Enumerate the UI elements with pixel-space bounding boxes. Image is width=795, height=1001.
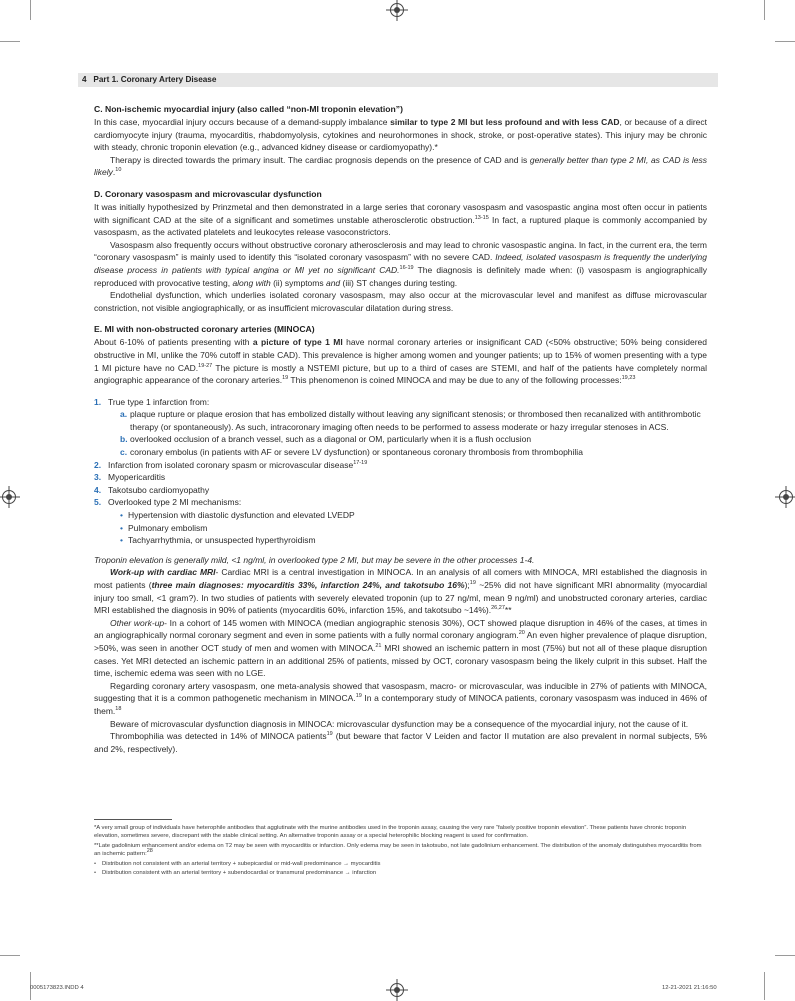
bullet-item: • Hypertension with diastolic dysfunction and elevated LVEDP xyxy=(120,510,355,521)
list-item: c. coronary embolus (in patients with AF or severe LV dysfunction) or spontaneous coronary thrombosis from thrombophilia xyxy=(120,447,583,458)
citation: 17-19 xyxy=(353,459,368,466)
paragraph: Beware of microvascular dysfunction diagnosis in MINOCA: microvascular dysfunction may be a consequence of the myocardial injury, not the cause of it. xyxy=(110,718,689,729)
paragraph: About 6-10% of patients presenting with a picture of type 1 MI have normal coronary arteries or insignificant CAD (<50% obstructive; 50% being considered obstructive in MI, unlike the 70% cutoff in stable CAD). This prevalence is higher among women and younger patients; up to 15% of women presenting with a type 1 MI picture have no CAD.$^{19-27}$ The picture is mostly a NSTEMI picture, but up to a third of cases are STEMI, and half of the patients have completely normal angiographic appearance of the coronary arteries.$^{19}$ This phenomenon is coined MINOCA and may be due to any of the following processes:$^{19,23}$ xyxy=(94,337,707,386)
citation: 10 xyxy=(115,167,122,174)
footnotes xyxy=(94,819,707,878)
citation: 16-19 xyxy=(399,265,414,272)
citation: 13-15 xyxy=(474,214,489,221)
processes-list xyxy=(94,396,707,547)
paragraph: Thrombophilia was detected in 14% of MINOCA patients$^{19}$ (but beware that factor V Leiden and factor II mutation are also prevalent in normal subjects, 5% and 2%, respectively). xyxy=(94,731,707,754)
sub-list xyxy=(108,408,707,458)
section-c xyxy=(94,103,707,179)
citation: 19 xyxy=(469,580,476,587)
paragraph: In this case, myocardial injury occurs because of a demand-supply imbalance similar to type 2 MI but less profound and with less CAD, or because of a direct cardiomyocyte injury (trauma, myocarditis, rhabdomyolysis, cytokines and neurohormones in shock, stroke, or post-operative states). This injury may be chronic with steady, chronic troponin elevation (e.g., advanced kidney disease or cardiomyopathy).* xyxy=(94,117,707,153)
crop-mark xyxy=(30,0,31,20)
footnote-rule xyxy=(94,819,172,820)
footnote-bullet: • Distribution not consistent with an arterial territory + subepicardial or mid-wall predominance → myocarditis xyxy=(94,860,381,867)
citation: 19 xyxy=(326,731,333,738)
section-heading: E. MI with non-obstructed coronary arteries (MINOCA) xyxy=(94,324,315,335)
section-heading: C. Non-ischemic myocardial injury (also called “non-MI troponin elevation”) xyxy=(94,104,403,114)
crop-mark xyxy=(775,955,795,956)
citation: 19 xyxy=(355,693,362,700)
paragraph: Regarding coronary artery vasospasm, one meta-analysis showed that vasospasm, macro- or microvascular, was inducible in 27% of patients with MINOCA, suggesting that it is a common pathogenetic mechanism in MINOCA.$^{19}$ In a contemporary study of MINOCA patients, coronary vasospasm was induced in 46% of them.$^{18}$ xyxy=(94,680,707,716)
page-number: 4 xyxy=(82,75,87,84)
list-item: b. overlooked occlusion of a branch vessel, such as a diagonal or OM, particularly when it is a flush occlusion xyxy=(120,434,532,445)
footnote: **Late gadolinium enhancement and/or edema on T2 may be seen with myocarditis or infarction. Only edema may be seen in takotsubo, not late gadolinium enhancement. The distribution of the anomaly distinguishes myocarditis from an ischemic pattern:$^{28}$ xyxy=(94,842,702,858)
running-header xyxy=(78,73,718,87)
registration-mark-icon xyxy=(390,983,404,997)
list-item: 5. Overlooked type 2 MI mechanisms: • Hypertension with diastolic dysfunction and elevated LVEDP • Pulmonary embolism • Tachyarrhythmia, or unsuspected hyperthyroidism xyxy=(94,496,707,546)
registration-mark-icon xyxy=(390,3,404,17)
registration-mark-icon xyxy=(2,490,16,504)
list-item: 4. Takotsubo cardiomyopathy xyxy=(94,484,210,495)
list-item: 3. Myopericarditis xyxy=(94,472,166,483)
section-d xyxy=(94,188,707,314)
paragraph: It was initially hypothesized by Prinzmetal and then demonstrated in a large series that coronary vasospasm and vasospastic angina most often occur in patients with significant CAD at the site of a significant and sometimes unstable atherosclerotic obstruction.$^{13-15}$ In fact, a ruptured plaque is commonly accompanied by vasospasm, as the activated platelets and leukocytes release vasoconstrictors. xyxy=(94,201,707,238)
citation: 20 xyxy=(518,630,525,637)
date-slug: 12-21-2021 21:16:50 xyxy=(662,985,717,991)
list-item: 1. True type 1 infarction from: a. plaque rupture or plaque erosion that has embolized distally without leaving any significant stenosis; or thrombosed then recanalized with antithrombotic therapy (or spontaneously). As such, intracoronary imaging often needs to be performed to assess moderate or hazy irregular stenoses in ACS. b. overlooked occlusion of a branch vessel, such as a diagonal or OM, particularly when it is a flush occlusion c. coronary embolus (in patients with AF or severe LV dysfunction) or spontaneous coronary thrombosis from thrombophilia xyxy=(94,396,707,459)
crop-mark xyxy=(775,41,795,42)
list-item: 2. Infarction from isolated coronary spasm or microvascular disease$^{17-19}$ xyxy=(94,459,368,470)
citation: 26,27 xyxy=(491,605,505,612)
footnote: *A very small group of individuals have heterophile antibodies that agglutinate with the murine antibodies used in the troponin assay, causing the very rare “falsely positive troponin elevation”. These patients have chronic troponin elevation, sometimes severe, discrepant with the stable clinical setting. An alternative troponin assay or a special heterophilic blocking reagent is used for confirmation. xyxy=(94,825,687,840)
paragraph: Therapy is directed towards the primary insult. The cardiac prognosis depends on the presence of CAD and is generally better than type 2 MI, as CAD is less likely.$^{10}$ xyxy=(94,154,707,178)
bullet-item: • Tachyarrhythmia, or unsuspected hyperthyroidism xyxy=(120,535,316,546)
crop-mark xyxy=(764,972,765,1000)
bullet-item: • Pulmonary embolism xyxy=(120,522,208,533)
registration-mark-icon xyxy=(779,490,793,504)
citation: 19 xyxy=(282,375,289,382)
list-item: a. plaque rupture or plaque erosion that has embolized distally without leaving any significant stenosis; or thrombosed then recanalized with antithrombotic therapy (or spontaneously). As such, intracoronary imaging often needs to be performed to assess moderate or hazy irregular stenoses in ACS. xyxy=(120,409,701,432)
paragraph: Vasospasm also frequently occurs without obstructive coronary atherosclerosis and may lead to chronic vasospastic angina. In fact, in the current era, the term “coronary vasospasm” is mainly used to identify this “isolated coronary vasospasm” with no severe CAD. Indeed, isolated vasospasm is frequently the underlying disease process in patients with typical angina or MI yet no significant CAD.$^{16-19}$ The diagnosis is definitely made when: (i) vasospasm is angiographically reproduced with provocative testing, along with (ii) symptoms and (iii) ST changes during testing. xyxy=(94,239,708,288)
page-body xyxy=(94,103,707,755)
citation: 21 xyxy=(375,643,382,650)
crop-mark xyxy=(764,0,765,20)
part-title: Part 1. Coronary Artery Disease xyxy=(93,75,217,84)
crop-mark xyxy=(0,955,20,956)
citation: 19,23 xyxy=(621,375,636,382)
citation: 18 xyxy=(115,706,122,713)
bullet-list xyxy=(108,509,707,547)
paragraph: Endothelial dysfunction, which underlies isolated coronary vasospasm, may also occur at the microvascular level and manifest as diffuse microvascular constriction, not visible angiographically, or as insufficient microvascular dilatation during stress. xyxy=(94,290,707,313)
paragraph: Work-up with cardiac MRI- Cardiac MRI is a central investigation in MINOCA. In an analysis of all comers with MINOCA, MRI established the diagnosis in most patients (three main diagnoses: myocarditis 33%, infarction 24%, and takotsubo 16%);$^{19}$ ~25% did not have significant MRI abnormality (myocardial injury too small, <1 gram?). In two studies of patients with severely elevated troponin (up to 27 ng/ml, mean 9 ng/ml) and unobstructed coronary arteries, cardiac MRI established the diagnosis in 90% of patients (myocarditis 60%, infarction 15%, and takotsubo ~14%).$^{26,27}$** xyxy=(94,567,707,616)
crop-mark xyxy=(0,41,20,42)
section-heading: D. Coronary vasospasm and microvascular dysfunction xyxy=(94,188,322,199)
paragraph: Troponin elevation is generally mild, <1 ng/ml, in overlooked type 2 MI, but may be severe in the other processes 1-4. xyxy=(94,554,535,565)
footnote-bullet: • Distribution consistent with an arterial territory + subendocardial or transmural predominance → infarction xyxy=(94,870,377,877)
citation: 19-27 xyxy=(198,362,213,369)
paragraph: Other work-up- In a cohort of 145 women with MINOCA (median angiographic stenosis 30%), OCT showed plaque disruption in 46% of the cases, at times in an angiographically normal coronary segment and even in some patients with a fully normal coronary angiogram.$^{20}$ An even higher prevalence of plaque disruption, >50%, was seen in another OCT study of men and women with MINOCA.$^{21}$ MRI showed an ischemic pattern in most (75%) but not all of these plaque disruption cases. Yet MRI detected an ischemic pattern in an additional 25% of patients, missed by OCT, coronary vasospasm being the likely culprit in this subset. Half the time, ischemic edema was seen with no LGE. xyxy=(94,617,707,679)
file-slug: 0005173823.INDD 4 xyxy=(30,985,84,991)
section-e xyxy=(94,323,707,755)
